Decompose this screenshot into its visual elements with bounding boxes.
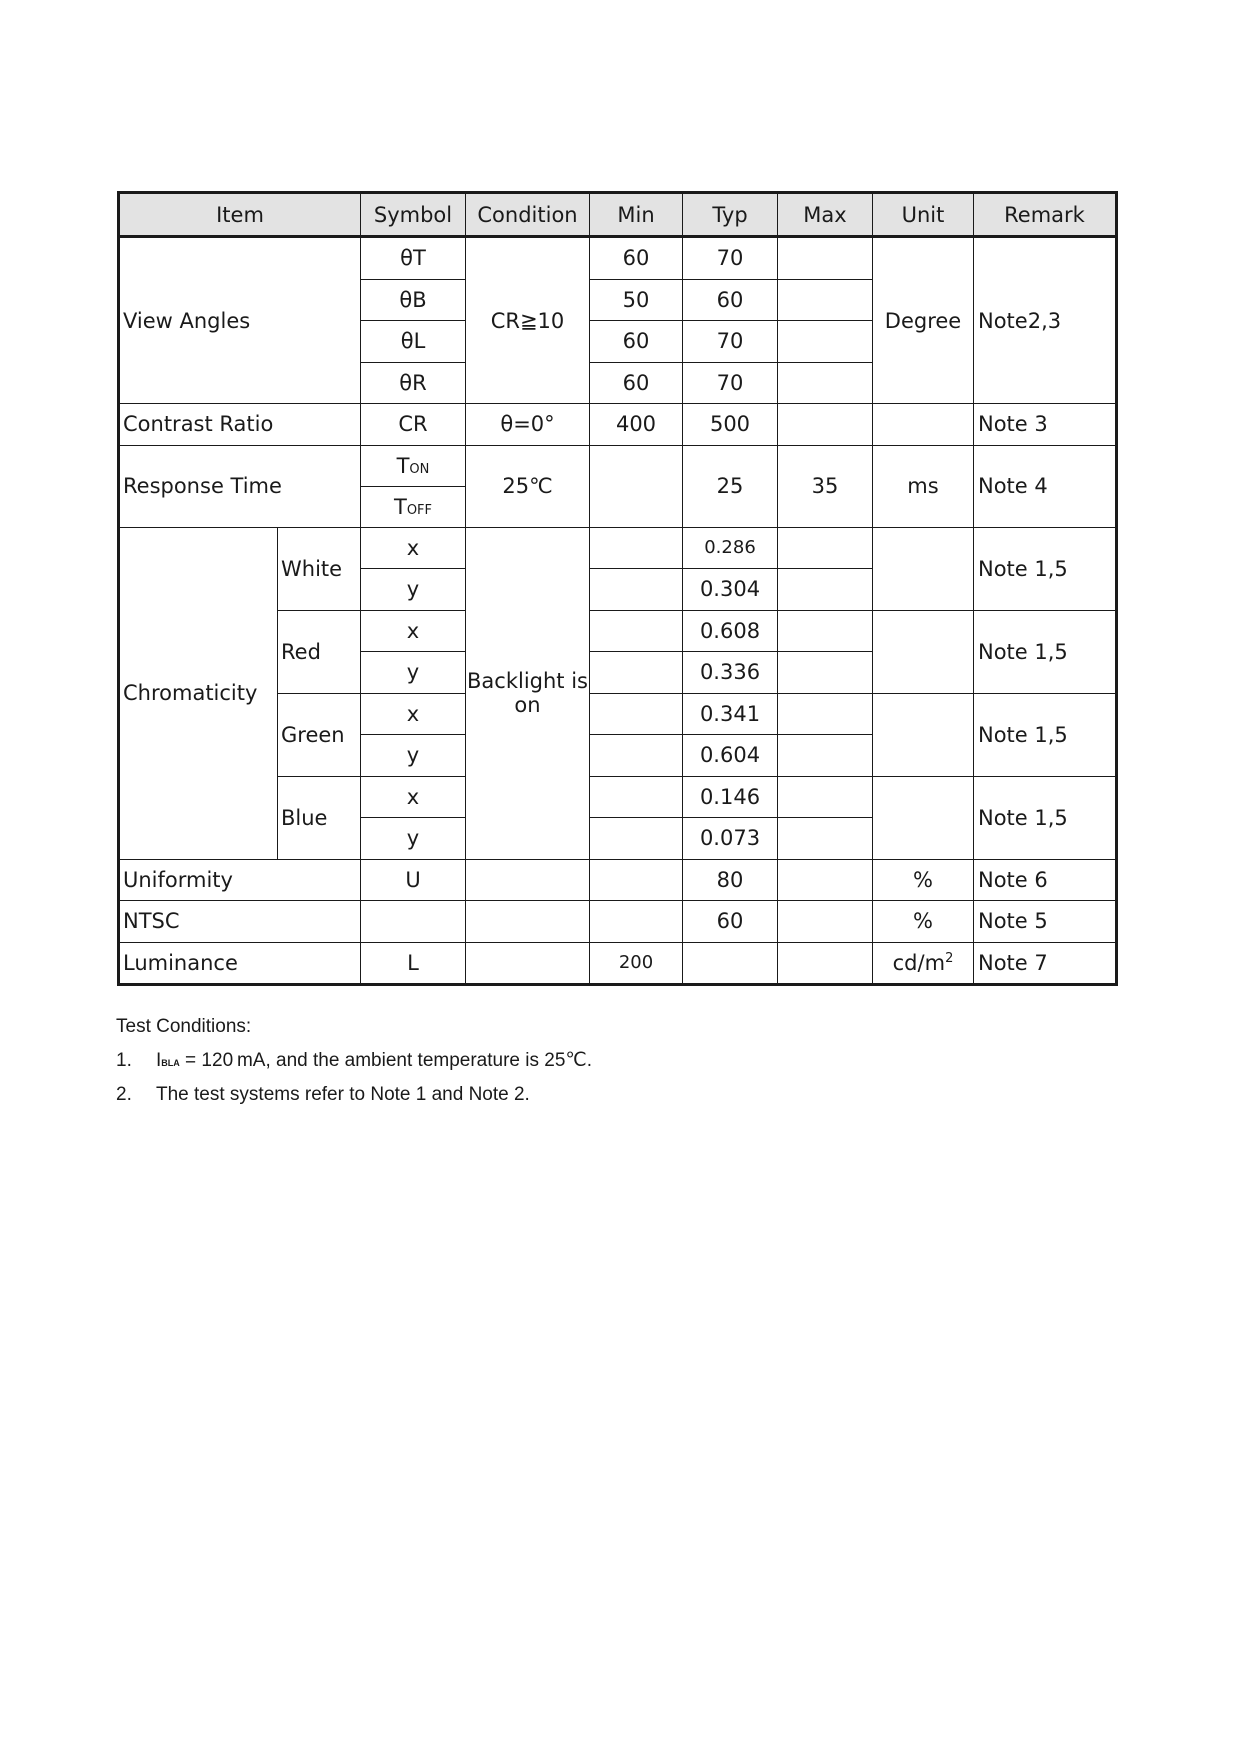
symbol-main: T — [396, 453, 410, 478]
symbol-cell: θR — [361, 362, 466, 404]
test-conditions-title: Test Conditions: — [116, 1016, 252, 1037]
typ-cell: 0.304 — [683, 569, 778, 611]
view-angles-remark: Note2,3 — [974, 237, 1117, 404]
header-unit: Unit — [873, 193, 974, 237]
typ-cell: 500 — [683, 404, 778, 446]
table-row — [119, 404, 1117, 446]
remark-cell: Note 1,5 — [974, 527, 1117, 610]
symbol-cell: y — [361, 652, 466, 694]
test-condition-item — [116, 1078, 592, 1112]
max-cell — [778, 279, 873, 321]
color-label: Red — [278, 610, 361, 693]
min-cell — [590, 527, 683, 569]
typ-cell: 0.336 — [683, 652, 778, 694]
symbol-cell: U — [361, 859, 466, 901]
table-row — [119, 901, 1117, 943]
test-condition-item — [116, 1044, 592, 1078]
unit-cell — [873, 404, 974, 446]
unit-cell — [873, 610, 974, 693]
symbol-main: T — [393, 494, 407, 519]
table-row — [119, 527, 1117, 569]
chromaticity-label: Chromaticity — [119, 527, 278, 859]
unit-cell — [873, 693, 974, 776]
min-cell — [590, 693, 683, 735]
condition-cell — [466, 901, 590, 943]
item-number: 1. — [116, 1050, 132, 1071]
table-row — [119, 445, 1117, 486]
table-row — [119, 859, 1117, 901]
unit-cell — [873, 942, 974, 985]
remark-cell: Note 5 — [974, 901, 1117, 943]
symbol-cell: θB — [361, 279, 466, 321]
max-cell — [778, 776, 873, 818]
remark-cell: Note 3 — [974, 404, 1117, 446]
response-label: Response Time — [119, 445, 361, 527]
min-cell — [590, 776, 683, 818]
remark-cell: Note 4 — [974, 445, 1117, 527]
max-cell — [778, 569, 873, 611]
symbol-cell: x — [361, 693, 466, 735]
typ-cell — [683, 942, 778, 985]
min-cell — [590, 818, 683, 860]
symbol-cell: x — [361, 610, 466, 652]
typ-cell: 0.341 — [683, 693, 778, 735]
typ-cell: 0.608 — [683, 610, 778, 652]
max-cell — [778, 693, 873, 735]
max-cell — [778, 942, 873, 985]
color-label: Green — [278, 693, 361, 776]
unit-cell: % — [873, 901, 974, 943]
symbol-cell — [361, 445, 466, 486]
min-cell: 400 — [590, 404, 683, 446]
item-number: 2. — [116, 1084, 132, 1105]
typ-cell: 0.286 — [683, 527, 778, 569]
max-cell — [778, 362, 873, 404]
luminance-label: Luminance — [119, 942, 361, 985]
item-text: The test systems refer to Note 1 and Note 2. — [156, 1084, 530, 1105]
typ-cell: 70 — [683, 237, 778, 280]
color-label: Blue — [278, 776, 361, 859]
current-symbol: I — [156, 1050, 162, 1071]
max-cell — [778, 818, 873, 860]
header-max: Max — [778, 193, 873, 237]
max-cell — [778, 652, 873, 694]
max-cell — [778, 901, 873, 943]
unit-base: cd/m — [892, 950, 946, 975]
table-row — [119, 942, 1117, 985]
min-cell: 60 — [590, 321, 683, 363]
min-cell — [590, 859, 683, 901]
symbol-sub: ON — [409, 461, 430, 477]
max-cell — [778, 321, 873, 363]
symbol-cell: y — [361, 735, 466, 777]
view-angles-label: View Angles — [119, 237, 361, 404]
typ-cell: 70 — [683, 321, 778, 363]
remark-cell: Note 7 — [974, 942, 1117, 985]
min-cell — [590, 652, 683, 694]
remark-cell: Note 1,5 — [974, 776, 1117, 859]
symbol-cell: CR — [361, 404, 466, 446]
max-cell — [778, 859, 873, 901]
unit-superscript: 2 — [945, 950, 954, 966]
typ-cell: 0.073 — [683, 818, 778, 860]
symbol-cell — [361, 486, 466, 527]
symbol-cell: x — [361, 527, 466, 569]
min-cell: 200 — [590, 942, 683, 985]
test-conditions — [116, 1010, 592, 1112]
symbol-cell: y — [361, 569, 466, 611]
view-angles-unit: Degree — [873, 237, 974, 404]
header-row — [119, 193, 1117, 237]
color-label: White — [278, 527, 361, 610]
chromaticity-condition: Backlight is on — [466, 527, 590, 859]
uniformity-label: Uniformity — [119, 859, 361, 901]
min-cell: 50 — [590, 279, 683, 321]
typ-cell: 0.604 — [683, 735, 778, 777]
symbol-cell: y — [361, 818, 466, 860]
min-cell: 60 — [590, 237, 683, 280]
typ-cell: 60 — [683, 901, 778, 943]
symbol-cell: θT — [361, 237, 466, 280]
max-cell — [778, 404, 873, 446]
max-cell — [778, 735, 873, 777]
header-remark: Remark — [974, 193, 1117, 237]
unit-cell: % — [873, 859, 974, 901]
symbol-cell — [361, 901, 466, 943]
view-angles-condition: CR≧10 — [466, 237, 590, 404]
symbol-cell: θL — [361, 321, 466, 363]
unit-cell — [873, 527, 974, 610]
min-cell — [590, 735, 683, 777]
current-subscript: BLA — [161, 1058, 180, 1068]
condition-cell — [466, 942, 590, 985]
optical-spec-table — [117, 191, 1118, 986]
min-cell — [590, 445, 683, 527]
ntsc-label: NTSC — [119, 901, 361, 943]
max-cell — [778, 610, 873, 652]
symbol-cell: L — [361, 942, 466, 985]
condition-cell: 25℃ — [466, 445, 590, 527]
item-text: = 120 mA, and the ambient temperature is 25℃. — [179, 1050, 593, 1071]
contrast-label: Contrast Ratio — [119, 404, 361, 446]
min-cell — [590, 569, 683, 611]
remark-cell: Note 1,5 — [974, 693, 1117, 776]
remark-cell: Note 1,5 — [974, 610, 1117, 693]
typ-cell: 80 — [683, 859, 778, 901]
symbol-sub: OFF — [406, 502, 432, 518]
unit-cell — [873, 776, 974, 859]
condition-cell: θ=0° — [466, 404, 590, 446]
typ-cell: 0.146 — [683, 776, 778, 818]
max-cell: 35 — [778, 445, 873, 527]
header-item: Item — [119, 193, 361, 237]
typ-cell: 70 — [683, 362, 778, 404]
remark-cell: Note 6 — [974, 859, 1117, 901]
symbol-cell: x — [361, 776, 466, 818]
header-typ: Typ — [683, 193, 778, 237]
table-row — [119, 237, 1117, 280]
max-cell — [778, 237, 873, 280]
condition-cell — [466, 859, 590, 901]
min-cell: 60 — [590, 362, 683, 404]
header-min: Min — [590, 193, 683, 237]
min-cell — [590, 610, 683, 652]
header-symbol: Symbol — [361, 193, 466, 237]
typ-cell: 25 — [683, 445, 778, 527]
min-cell — [590, 901, 683, 943]
typ-cell: 60 — [683, 279, 778, 321]
max-cell — [778, 527, 873, 569]
header-condition: Condition — [466, 193, 590, 237]
unit-cell: ms — [873, 445, 974, 527]
